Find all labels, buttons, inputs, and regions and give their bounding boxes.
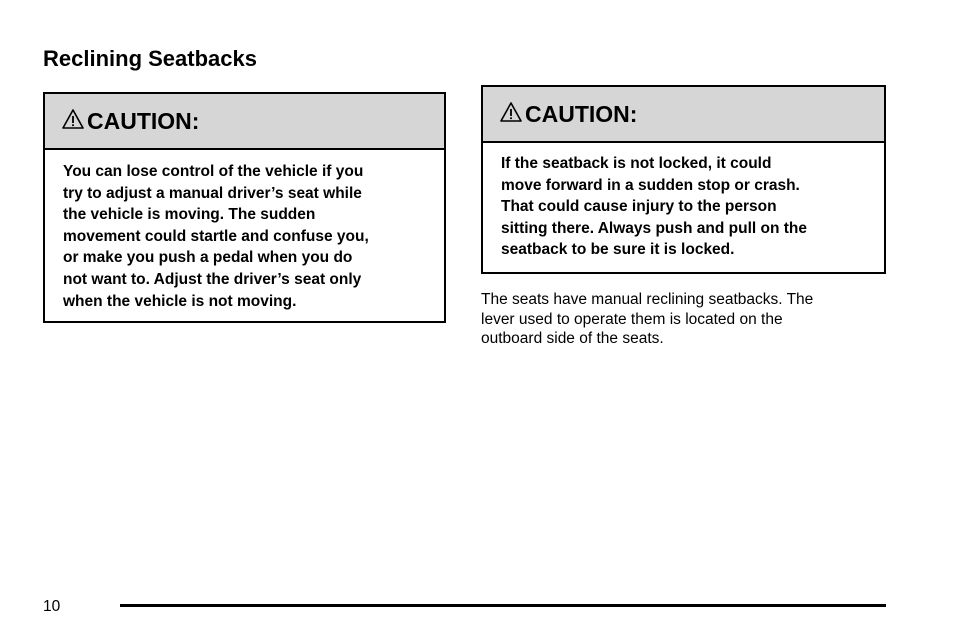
caution-text-line: or make you push a pedal when you do: [63, 249, 353, 267]
body-text-line: lever used to operate them is located on the: [481, 310, 783, 328]
caution-header: [483, 87, 884, 143]
caution-text-line: movement could startle and confuse you,: [63, 227, 369, 245]
warning-triangle-icon: [62, 108, 84, 130]
caution-box-driver-seat: [43, 92, 446, 323]
caution-text-line: sitting there. Always push and pull on the: [501, 219, 808, 237]
caution-box-seatback-lock: [481, 85, 886, 274]
caution-text-line: seatback to be sure it is locked.: [501, 241, 735, 259]
caution-text: [483, 143, 884, 261]
body-text-line: The seats have manual reclining seatbacks. The: [481, 291, 814, 308]
caution-text-line: If the seatback is not locked, it could: [501, 155, 772, 172]
caution-text-line: That could cause injury to the person: [501, 198, 777, 216]
caution-text-line: try to adjust a manual driver’s seat while: [63, 184, 362, 202]
caution-text-line: move forward in a sudden stop or crash.: [501, 176, 800, 194]
caution-text-line: You can lose control of the vehicle if you: [63, 163, 364, 180]
caution-text-line: when the vehicle is not moving.: [63, 292, 297, 310]
footer-rule: [120, 604, 886, 607]
body-paragraph: [481, 290, 881, 349]
section-title: Reclining Seatbacks: [43, 46, 257, 71]
caution-heading: CAUTION:: [87, 108, 200, 134]
caution-text-line: the vehicle is moving. The sudden: [63, 206, 316, 224]
page-number: 10: [43, 598, 61, 615]
warning-triangle-icon: [500, 101, 522, 123]
caution-text-line: not want to. Adjust the driver’s seat only: [63, 270, 362, 288]
caution-heading: CAUTION:: [525, 101, 638, 127]
caution-header: [45, 94, 444, 150]
body-text-line: outboard side of the seats.: [481, 330, 664, 347]
caution-text: [45, 150, 444, 312]
